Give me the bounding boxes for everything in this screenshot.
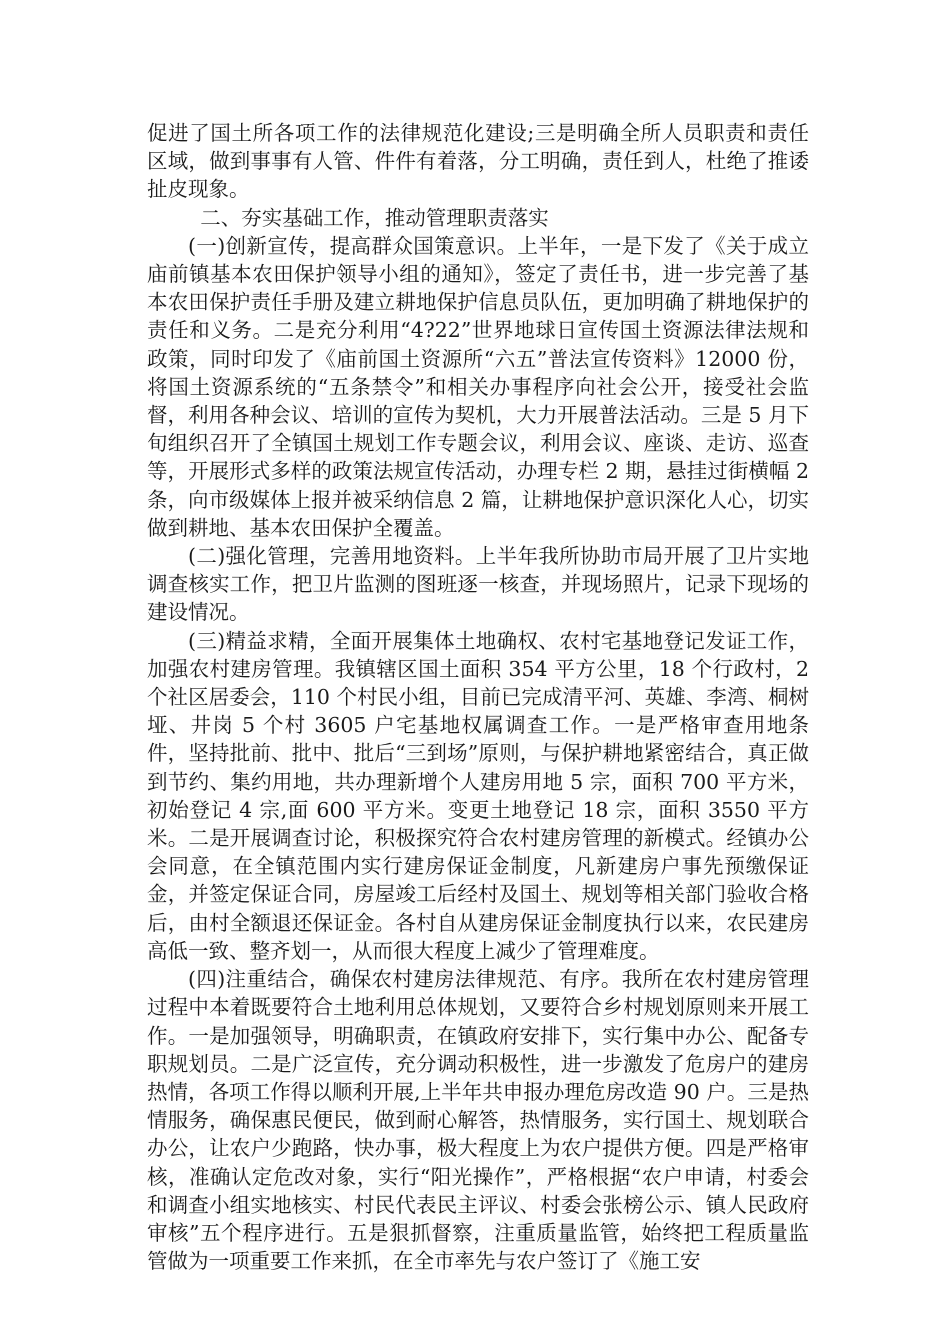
document-body — [147, 119, 809, 1275]
paragraph-publicity: (一)创新宣传，提高群众国策意识。上半年，一是下发了《关于成立庙前镇基本农田保护领导小组的通知》，签定了责任书，进一步完善了基本农田保护责任手册及建立耕地保护信息员队伍，更加明确了耕地保护的责任和义务。二是充分利用“4?22”世界地球日宣传国土资源法律法规和政策，同时印发了《庙前国土资源所“六五”普法宣传资料》12000 份，将国土资源系统的“五条禁令”和相关办事程序向社会公开，接受社会监督，利用各种会议、培训的宣传为契机，大力开展普法活动。三是 5 月下旬组织召开了全镇国土规划工作专题会议，利用会议、座谈、走访、巡查等，开展形式多样的政策法规宣传活动，办理专栏 2 期，悬挂过街横幅 2 条，向市级媒体上报并被采纳信息 2 篇，让耕地保护意识深化人心，切实做到耕地、基本农田保护全覆盖。 — [147, 233, 809, 540]
paragraph-management: (二)强化管理，完善用地资料。上半年我所协助市局开展了卫片实地调查核实工作，把卫片监测的图班逐一核查，并现场照片，记录下现场的建设情况。 — [147, 544, 809, 625]
paragraph-continuation: 促进了国土所各项工作的法律规范化建设;三是明确全所人员职责和责任区域，做到事事有人管、件件有着落，分工明确，责任到人，杜绝了推诿扯皮现象。 — [147, 121, 809, 202]
paragraph-rural-housing: (四)注重结合，确保农村建房法律规范、有序。我所在农村建房管理过程中本着既要符合土地利用总体规划，又要符合乡村规划原则来开展工作。一是加强领导，明确职责，在镇政府安排下，实行集中办公、配备专职规划员。二是广泛宣传，充分调动积极性，进一步激发了危房户的建房热情，各项工作得以顺利开展,上半年共申报办理危房改造 90 户。三是热情服务，确保惠民便民，做到耐心解答，热情服务，实行国土、规划联合办公，让农户少跑路，快办事，极大程度上为农户提供方便。四是严格审核，准确认定危改对象，实行“阳光操作”，严格根据“农户申请，村委会和调查小组实地核实、村民代表民主评议、村委会张榜公示、镇人民政府审核”五个程序进行。五是狠抓督察，注重质量监管，始终把工程质量监管做为一项重要工作来抓，在全市率先与农户签订了《施工安 — [147, 967, 809, 1274]
paragraph-land-registration: (三)精益求精，全面开展集体土地确权、农村宅基地登记发证工作，加强农村建房管理。我镇辖区国土面积 354 平方公里，18 个行政村，2 个社区居委会，110 个村民小组，目前已完成清平河、英雄、李湾、桐树垭、井岗 5 个村 3605 户宅基地权属调查工作。一是严格审查用地条件，坚持批前、批中、批后“三到场”原则，与保护耕地紧密结合，真正做到节约、集约用地，共办理新增个人建房用地 5 宗，面积 700 平方米，初始登记 4 宗,面 600 平方米。变更土地登记 18 宗，面积 3550 平方米。二是开展调查讨论，积极探究符合农村建房管理的新模式。经镇办公会同意，在全镇范围内实行建房保证金制度，凡新建房户事先预缴保证金，并签定保证合同，房屋竣工后经村及国土、规划等相关部门验收合格后，由村全额退还保证金。各村自从建房保证金制度执行以来，农民建房高低一致、整齐划一，从而很大程度上减少了管理难度。 — [147, 628, 809, 963]
section-heading: 二、夯实基础工作，推动管理职责落实 — [200, 205, 549, 230]
